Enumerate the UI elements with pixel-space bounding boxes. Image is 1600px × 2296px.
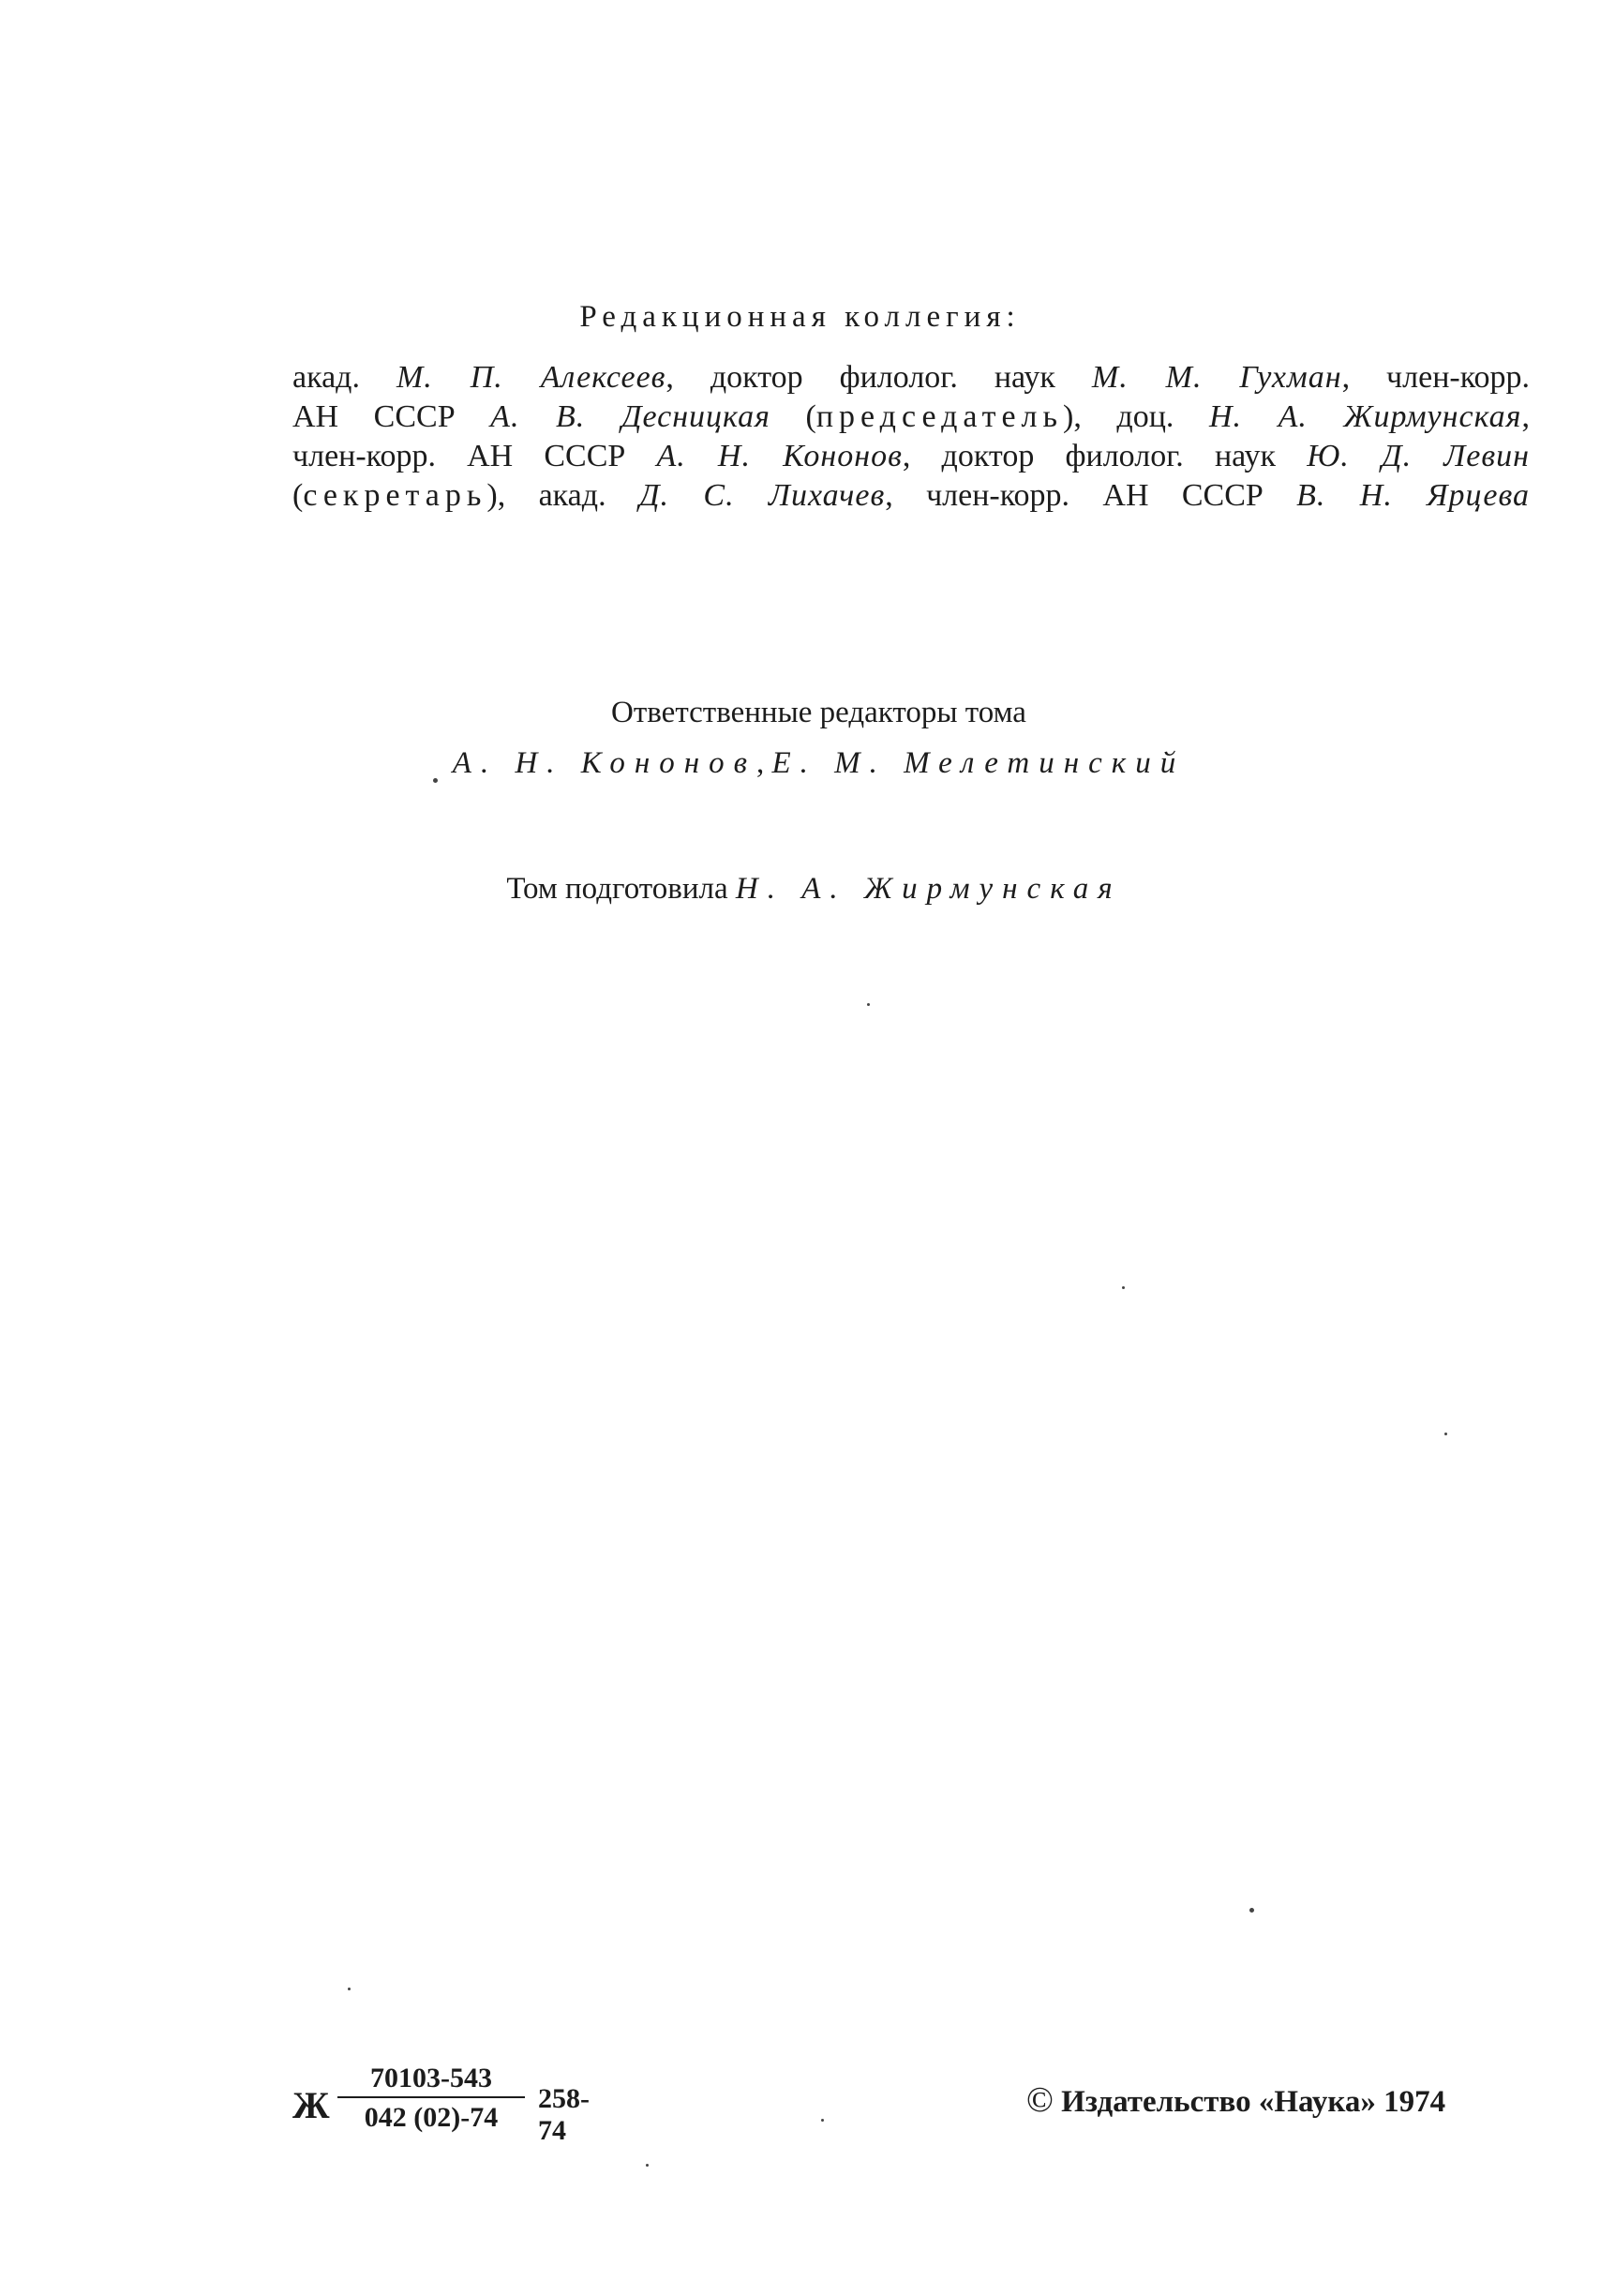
member-name: А. В. Десницкая [490, 399, 770, 434]
scan-speck [867, 1003, 870, 1006]
member-text: , доктор филолог. наук [665, 360, 1092, 395]
scan-speck [821, 2119, 824, 2122]
prepared-label: Том подготовила [506, 872, 736, 906]
editorial-board-members [292, 358, 1530, 516]
member-text: ), акад. [486, 478, 639, 513]
editorial-board-heading: Редакционная коллегия: [579, 300, 1021, 334]
member-text: , член-корр. [1341, 360, 1531, 395]
board-members-line [292, 358, 1530, 398]
member-name: Ю. Д. Левин [1307, 439, 1530, 473]
volume-editors-heading: Ответственные редакторы тома [611, 696, 1026, 729]
scan-speck [646, 2164, 649, 2167]
scan-speck [433, 778, 438, 783]
member-name: М. П. Алексеев [396, 360, 666, 395]
member-text: акад. [292, 360, 396, 395]
member-text: ), доц. [1063, 399, 1209, 434]
imprint-denominator: 042 (02)-74 [364, 2102, 499, 2133]
scan-speck [348, 1988, 351, 1990]
member-name: М. М. Гухман [1091, 360, 1342, 395]
imprint-numerator: 70103-543 [337, 2063, 525, 2098]
volume-editors-names [0, 746, 1600, 781]
scan-speck [1122, 1286, 1125, 1289]
member-text: ( [292, 478, 304, 513]
member-text: , член-корр. АН СССР [885, 478, 1297, 513]
member-role: секретарь [303, 478, 487, 513]
imprint-letter: Ж [292, 2084, 330, 2126]
member-text: , доктор филолог. наук [902, 439, 1308, 473]
board-members-line [292, 437, 1530, 476]
member-text: член-корр. АН СССР [292, 439, 657, 473]
volume-prepared-by [0, 872, 1600, 907]
imprint-fraction [337, 2063, 525, 2134]
editor-name-meletinsky: Е. М. Мелетинский [771, 746, 1186, 780]
editor-name-kononov: А. Н. Кононов [452, 746, 756, 780]
scan-speck [1444, 1433, 1447, 1435]
member-name: А. Н. Кононов [656, 439, 903, 473]
editor-separator: , [756, 746, 772, 780]
board-members-line [292, 476, 1530, 516]
member-text: ( [770, 399, 816, 434]
member-role: председатель [815, 399, 1064, 434]
board-members-line [292, 398, 1530, 437]
member-text: , [1521, 399, 1530, 434]
imprint-code: 258-74 [538, 2083, 590, 2146]
member-name: Н. А. Жирмунская [1208, 399, 1522, 434]
member-text: АН СССР [292, 399, 491, 434]
member-name: В. Н. Ярцева [1296, 478, 1530, 513]
copyright-icon: © [1026, 2080, 1054, 2120]
copyright-line [1026, 2079, 1445, 2121]
scan-speck [1249, 1908, 1254, 1913]
prepared-name: Н. А. Жирмунская [735, 872, 1122, 906]
copyright-text: Издательство «Наука» 1974 [1053, 2085, 1446, 2119]
member-name: Д. С. Лихачев [638, 478, 886, 513]
